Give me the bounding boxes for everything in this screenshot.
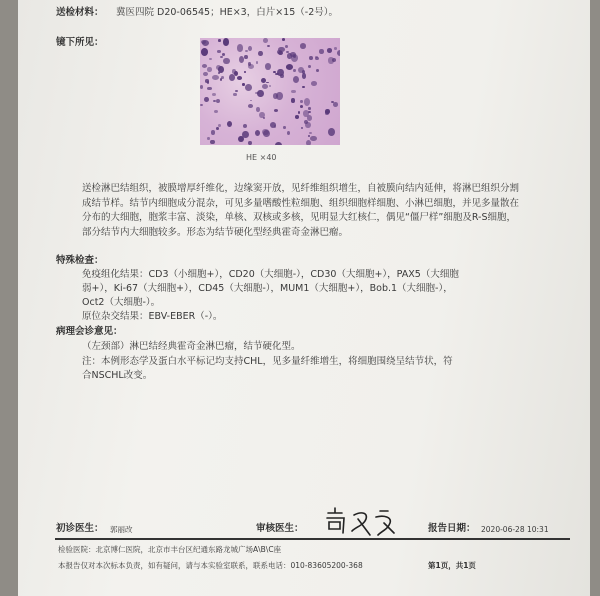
cell-nucleus: [223, 58, 230, 65]
cell-nucleus: [282, 38, 285, 41]
cell-nucleus: [307, 115, 313, 121]
cell-nucleus: [262, 84, 268, 89]
cell-nucleus: [207, 137, 210, 141]
cell-nucleus: [327, 48, 332, 52]
cell-nucleus: [221, 76, 225, 79]
micrograph-image: [200, 38, 340, 145]
cell-nucleus: [203, 72, 208, 76]
cell-nucleus: [306, 140, 311, 145]
reviewer-signature: [322, 505, 408, 539]
cell-nucleus: [212, 93, 216, 96]
cell-nucleus: [265, 63, 271, 70]
cell-nucleus: [216, 127, 219, 130]
cell-nucleus: [248, 46, 252, 51]
cell-nucleus: [205, 79, 210, 83]
cell-nucleus: [269, 85, 271, 87]
cell-nucleus: [310, 136, 317, 142]
diagnosis-line-1: （左颈部）淋巴结经典霍奇金淋巴瘤，结节硬化型。: [82, 341, 301, 352]
cell-nucleus: [256, 107, 260, 112]
report-date-label: 报告日期：: [428, 523, 476, 534]
initial-doctor-label: 初诊医生：: [56, 523, 104, 534]
reviewer-label: 审核医生：: [256, 523, 304, 534]
diagnosis-title: 病理会诊意见：: [56, 326, 123, 337]
cell-nucleus: [291, 90, 296, 94]
specimen-value: 冀医四院 D20-06545；HE×3，白片×15（-2号）。: [116, 7, 338, 18]
cell-nucleus: [334, 47, 337, 50]
cell-nucleus: [263, 38, 267, 43]
page-info: 第1页，共1页: [428, 561, 476, 570]
cell-nucleus: [298, 67, 304, 73]
cell-nucleus: [210, 140, 214, 144]
cell-nucleus: [261, 78, 266, 83]
cell-nucleus: [218, 124, 221, 127]
cell-nucleus: [293, 69, 296, 72]
cell-nucleus: [204, 97, 208, 102]
micrograph-caption: HE ×40: [246, 153, 277, 162]
cell-nucleus: [328, 128, 335, 136]
cell-nucleus: [301, 127, 304, 129]
report-date: 2020-06-28 10:31: [481, 525, 549, 534]
cell-nucleus: [305, 122, 311, 129]
cell-nucleus: [337, 50, 340, 56]
special-title: 特殊检查：: [56, 255, 104, 266]
cell-nucleus: [291, 54, 298, 62]
cell-nucleus: [218, 72, 220, 74]
cell-nucleus: [309, 56, 313, 61]
cell-nucleus: [276, 92, 283, 100]
cell-nucleus: [248, 64, 254, 69]
cell-nucleus: [283, 126, 285, 129]
cell-nucleus: [244, 55, 248, 60]
cell-nucleus: [237, 76, 242, 80]
cell-nucleus: [201, 48, 208, 55]
ihc-line-2: 弱+），Ki-67（大细胞+），CD45（大细胞-），MUM1（大细胞+），Bob.1（大细胞-），: [82, 283, 453, 294]
cell-nucleus: [280, 74, 284, 79]
cell-nucleus: [212, 75, 219, 80]
cell-nucleus: [267, 45, 270, 48]
cell-nucleus: [223, 38, 229, 46]
cell-nucleus: [238, 136, 244, 142]
ihc-line-3: Oct2（大细胞-）。: [82, 297, 161, 308]
microscopy-title: 镜下所见：: [56, 37, 104, 48]
cell-nucleus: [298, 111, 301, 114]
cell-nucleus: [245, 50, 248, 52]
cell-nucleus: [220, 56, 223, 58]
cell-nucleus: [250, 100, 252, 102]
cell-nucleus: [214, 110, 218, 113]
cell-nucleus: [200, 104, 203, 106]
cell-nucleus: [286, 51, 289, 54]
cell-nucleus: [258, 51, 263, 57]
cell-nucleus: [285, 45, 289, 49]
specimen-label: 送检材料：: [56, 7, 104, 18]
cell-nucleus: [302, 73, 306, 78]
cell-nucleus: [237, 44, 244, 52]
cell-nucleus: [274, 109, 278, 112]
cell-nucleus: [244, 71, 246, 73]
ish-result: 原位杂交结果：EBV-EBER（-）。: [82, 311, 223, 322]
cell-nucleus: [229, 74, 235, 81]
microscopy-description: 送检淋巴结组织，被膜增厚纤维化，边缘窦开放，见纤维组织增生，自被膜向结内延伸，将淋巴组织分割成结节样。结节内细胞成分混杂，可见多量嗜酸性粒细胞、组织细胞样细胞、小淋巴细胞，并见多量散在分布的大细胞，胞浆丰富、淡染，单核、双核或多核，见明显大红核仁，偶见“僵尸样”细胞及R-S细胞，部分结节内大细胞较多。形态为结节硬化型经典霍奇金淋巴瘤。: [82, 183, 520, 238]
cell-nucleus: [222, 53, 225, 56]
cell-nucleus: [287, 53, 292, 59]
cell-nucleus: [328, 57, 333, 63]
cell-nucleus: [239, 56, 244, 63]
cell-nucleus: [202, 40, 209, 46]
cell-nucleus: [311, 81, 318, 86]
initial-doctor-name: 郭丽改: [110, 525, 133, 534]
cell-nucleus: [211, 130, 216, 135]
cell-nucleus: [248, 141, 252, 145]
cell-nucleus: [200, 85, 203, 89]
cell-nucleus: [207, 87, 212, 91]
diagnosis-note-1: 注：本例形态学及蛋白水平标记均支持CHL，见多量纤维增生，将细胞围绕呈结节状，符: [82, 356, 453, 367]
cell-nucleus: [209, 58, 211, 60]
cell-nucleus: [245, 84, 252, 91]
disclaimer: 本报告仅对本次标本负责，如有疑问，请与本实验室联系，联系电话：010-83605200-368: [58, 561, 363, 570]
hospital-info: 检验医院：北京博仁医院，北京市丰台区纪通东路龙城广场A\B\C座: [58, 545, 282, 554]
ihc-line-1: 免疫组化结果：CD3（小细胞+），CD20（大细胞-），CD30（大细胞+），PAX5（大细胞: [82, 269, 459, 280]
cell-nucleus: [217, 50, 220, 53]
cell-nucleus: [304, 98, 310, 106]
cell-nucleus: [242, 83, 244, 86]
cell-nucleus: [216, 99, 220, 103]
cell-nucleus: [262, 129, 269, 135]
cell-nucleus: [309, 132, 312, 134]
cell-nucleus: [319, 49, 323, 53]
cell-nucleus: [291, 98, 295, 102]
cell-nucleus: [287, 131, 290, 135]
diagnosis-note-2: 合NSCHL改变。: [82, 370, 153, 381]
cell-nucleus: [308, 65, 311, 68]
cell-nucleus: [300, 100, 303, 103]
footer-divider: [55, 538, 570, 540]
cell-nucleus: [278, 51, 283, 55]
cell-nucleus: [300, 105, 303, 108]
cell-nucleus: [207, 67, 211, 71]
cell-nucleus: [256, 61, 259, 63]
cell-nucleus: [270, 122, 276, 128]
cell-nucleus: [316, 69, 319, 72]
cell-nucleus: [293, 76, 299, 83]
cell-nucleus: [325, 111, 329, 116]
cell-nucleus: [275, 142, 282, 145]
cell-nucleus: [308, 107, 311, 110]
cell-nucleus: [300, 43, 306, 49]
cell-nucleus: [248, 104, 253, 108]
cell-nucleus: [234, 71, 238, 76]
cell-nucleus: [302, 86, 304, 88]
cell-nucleus: [243, 124, 247, 128]
cell-nucleus: [233, 93, 237, 97]
cell-nucleus: [255, 130, 261, 136]
cell-nucleus: [227, 121, 232, 127]
cell-nucleus: [315, 57, 319, 61]
cell-nucleus: [218, 39, 220, 42]
cell-nucleus: [295, 115, 299, 118]
cell-nucleus: [286, 65, 290, 69]
cell-nucleus: [266, 82, 269, 84]
